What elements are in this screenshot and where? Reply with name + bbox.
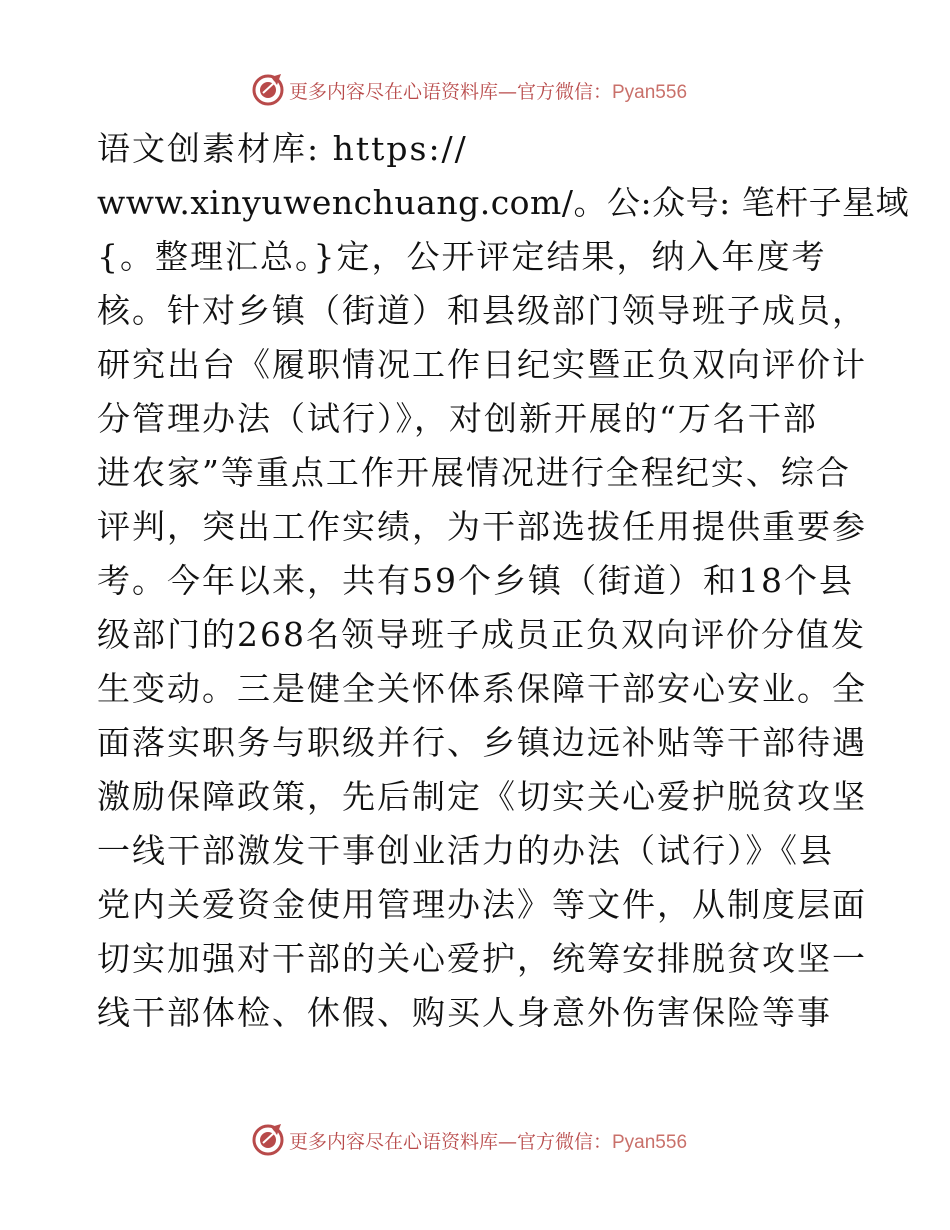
body-line: 语文创素材库: https:// <box>97 129 468 168</box>
body-line: 研究出台《履职情况工作日纪实暨正负双向评价计 <box>97 345 867 384</box>
watermark-text: 更多内容尽在心语资料库—官方微信：Pyan556 <box>288 1130 688 1153</box>
body-line: 核。针对乡镇（街道）和县级部门领导班子成员， <box>97 291 867 330</box>
body-line: 激励保障政策，先后制定《切实关心爱护脱贫攻坚 <box>97 777 867 816</box>
watermark-text: 更多内容尽在心语资料库—官方微信：Pyan556 <box>288 80 688 103</box>
footer-watermark-content <box>251 1123 687 1157</box>
body-line: 党内关爱资金使用管理办法》等文件，从制度层面 <box>97 885 867 924</box>
pen-circle-logo-icon <box>251 1123 285 1157</box>
body-line: 进农家”等重点工作开展情况进行全程纪实、综合 <box>97 453 851 492</box>
header-watermark-banner <box>0 70 950 110</box>
footer-watermark-banner <box>0 1120 950 1160</box>
pen-circle-logo-icon <box>251 73 285 107</box>
body-line: 生变动。三是健全关怀体系保障干部安心安业。全 <box>97 669 867 708</box>
body-line: 面落实职务与职级并行、乡镇边远补贴等干部待遇 <box>97 723 867 762</box>
wechat-id: Pyan556 <box>612 81 688 103</box>
body-line: 考。今年以来，共有59个乡镇（街道）和18个县 <box>97 561 854 600</box>
body-line: 一线干部激发干事创业活力的办法（试行）》《县 <box>97 831 834 870</box>
body-line: {。整理汇总。}定，公开评定结果，纳入年度考 <box>97 237 827 276</box>
header-watermark-content <box>251 73 687 107</box>
body-line: www.xinyuwenchuang.com/。公:众号: 笔杆子星域 <box>97 183 910 222</box>
body-line: 级部门的268名领导班子成员正负双向评价分值发 <box>97 615 866 654</box>
body-line: 线干部体检、休假、购买人身意外伤害保险等事 <box>97 993 832 1032</box>
body-line: 切实加强对干部的关心爱护，统筹安排脱贫攻坚一 <box>97 939 867 978</box>
document-body <box>97 122 910 1040</box>
wechat-id: Pyan556 <box>612 1131 688 1153</box>
body-line: 评判，突出工作实绩，为干部选拔任用提供重要参 <box>97 507 867 546</box>
body-line: 分管理办法（试行）》，对创新开展的“万名干部 <box>97 399 818 438</box>
